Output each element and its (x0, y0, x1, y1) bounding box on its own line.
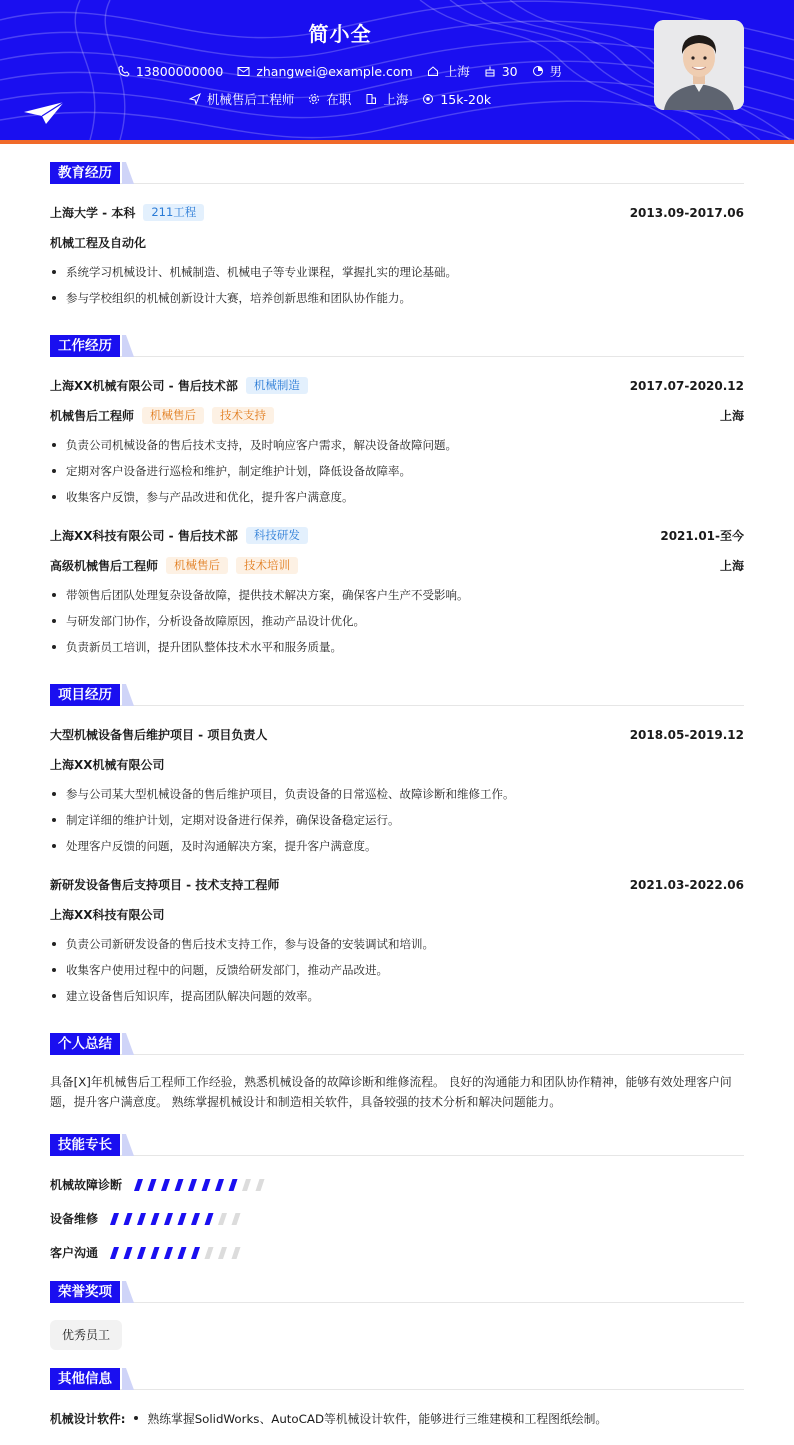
role-tag: 机械售后 (142, 407, 204, 424)
profile-photo (654, 20, 744, 110)
work-location: 上海 (719, 409, 744, 423)
skills-section (50, 1134, 744, 1264)
project-org: 上海XX机械有限公司 (50, 758, 165, 772)
work-2-bullets (50, 588, 469, 666)
company-name: 上海XX机械有限公司 - 售后技术部 (50, 379, 238, 393)
paper-plane-icon (24, 102, 64, 124)
project-name: 新研发设备售后支持项目 - 技术支持工程师 (50, 878, 280, 892)
section-tail-shape (122, 1033, 134, 1055)
company-tag: 机械制造 (246, 377, 308, 394)
city-item (427, 62, 470, 80)
skill-row (50, 1210, 246, 1227)
other-section (50, 1368, 744, 1428)
list-item: 负责公司新研发设备的售后技术支持工作，参与设备的安装调试和培训。 (50, 937, 434, 963)
skill-segment (178, 1213, 187, 1225)
education-section (50, 162, 744, 312)
company-name: 上海XX科技有限公司 - 售后技术部 (50, 529, 238, 543)
skill-segment (137, 1247, 146, 1259)
skill-level-bar (106, 1247, 246, 1259)
project-org: 上海XX科技有限公司 (50, 908, 165, 922)
send-icon (189, 93, 201, 105)
skill-segment (134, 1179, 143, 1191)
awards-heading (50, 1281, 744, 1303)
target-city-text: 上海 (383, 92, 409, 107)
project-1-header-row (50, 726, 744, 743)
skill-segment (148, 1179, 157, 1191)
skill-row (50, 1176, 270, 1193)
list-item: 定期对客户设备进行巡检和维护，制定维护计划，降低设备故障率。 (50, 464, 457, 490)
salary-text: 15k-20k (440, 91, 492, 107)
skill-segment (202, 1179, 211, 1191)
target-city-item (365, 90, 408, 108)
skill-segment (205, 1247, 214, 1259)
home-icon (427, 65, 439, 77)
skill-segment (124, 1247, 133, 1259)
work-2-header-row (50, 527, 744, 544)
work-period: 2017.07-2020.12 (629, 378, 744, 393)
skill-row (50, 1244, 246, 1261)
age-text: 30 (501, 63, 518, 79)
project-2-bullets (50, 937, 434, 1015)
job-target-item (189, 90, 295, 108)
coin-icon (422, 93, 434, 105)
education-header-row (50, 204, 744, 221)
list-item: 参与公司某大型机械设备的售后维护项目，负责设备的日常巡检、故障诊断和维修工作。 (50, 787, 515, 813)
skill-segment (178, 1247, 187, 1259)
other-info-value: 熟练掌握SolidWorks、AutoCAD等机械设计软件，能够进行三维建模和工程图纸绘制。 (126, 1410, 608, 1427)
list-item: 处理客户反馈的问题，及时沟通解决方案，提升客户满意度。 (50, 839, 515, 865)
summary-section (50, 1033, 744, 1123)
project-2-header-row (50, 876, 744, 893)
skills-title: 技能专长 (50, 1134, 120, 1156)
skill-segment (161, 1179, 170, 1191)
skill-level-bar (106, 1213, 246, 1225)
role-name: 高级机械售后工程师 (50, 559, 159, 573)
work-1-header-row (50, 377, 744, 394)
awards-title: 荣誉奖项 (50, 1281, 120, 1303)
list-item: 收集客户反馈，参与产品改进和优化，提升客户满意度。 (50, 490, 457, 516)
skill-name: 设备维修 (50, 1212, 99, 1226)
gender-item (532, 62, 563, 80)
section-tail-shape (122, 1368, 134, 1390)
skill-segment (242, 1179, 251, 1191)
project-2-org-row (50, 906, 744, 923)
skill-segment (151, 1247, 160, 1259)
skill-segment (205, 1213, 214, 1225)
work-1-role-row (50, 407, 744, 424)
job-row (0, 90, 680, 108)
work-location: 上海 (719, 559, 744, 573)
project-1-bullets (50, 787, 515, 865)
skill-segment (137, 1213, 146, 1225)
project-name: 大型机械设备售后维护项目 - 项目负责人 (50, 728, 268, 742)
email-item (237, 64, 412, 79)
projects-heading (50, 684, 744, 706)
building-icon (365, 93, 377, 105)
skill-segment (232, 1213, 241, 1225)
education-title: 教育经历 (50, 162, 120, 184)
role-tag: 机械售后 (166, 557, 228, 574)
skill-level-bar (130, 1179, 270, 1191)
education-bullets (50, 265, 457, 317)
major-row (50, 234, 744, 251)
other-info-key: 机械设计软件: (50, 1412, 126, 1426)
list-item: 负责新员工培训，提升团队整体技术水平和服务质量。 (50, 640, 469, 666)
award-chip: 优秀员工 (50, 1320, 122, 1350)
list-item: 参与学校组织的机械创新设计大赛，培养创新思维和团队协作能力。 (50, 291, 457, 317)
skill-segment (218, 1247, 227, 1259)
section-tail-shape (122, 1134, 134, 1156)
gear-icon (308, 93, 320, 105)
phone-item (118, 64, 223, 79)
awards-section (50, 1281, 744, 1351)
role-tag: 技术支持 (212, 407, 274, 424)
section-tail-shape (122, 335, 134, 357)
projects-section (50, 684, 744, 1014)
list-item: 带领售后团队处理复杂设备故障，提供技术解决方案，确保客户生产不受影响。 (50, 588, 469, 614)
summary-heading (50, 1033, 744, 1055)
skill-segment (110, 1213, 119, 1225)
gender-text: 男 (549, 64, 563, 79)
list-item: 与研发部门协作，分析设备故障原因，推动产品设计优化。 (50, 614, 469, 640)
work-1-bullets (50, 438, 457, 516)
list-item: 收集客户使用过程中的问题，反馈给研发部门，推动产品改进。 (50, 963, 434, 989)
status-text: 在职 (326, 92, 352, 107)
gender-icon (532, 65, 544, 77)
work-period: 2021.01-至今 (660, 529, 744, 543)
list-item: 系统学习机械设计、机械制造、机械电子等专业课程，掌握扎实的理论基础。 (50, 265, 457, 291)
other-info-row (50, 1410, 607, 1427)
cake-icon (484, 65, 496, 77)
header-accent-bar (0, 140, 794, 144)
school-name: 上海大学 - 本科 (50, 206, 136, 220)
skill-segment (164, 1247, 173, 1259)
education-period: 2013.09-2017.06 (629, 205, 744, 220)
other-title: 其他信息 (50, 1368, 120, 1390)
salary-item (422, 92, 491, 107)
resume-header (0, 0, 794, 140)
project-period: 2021.03-2022.06 (629, 877, 744, 892)
section-tail-shape (122, 162, 134, 184)
skill-segment (175, 1179, 184, 1191)
company-tag: 科技研发 (246, 527, 308, 544)
skill-segment (229, 1179, 238, 1191)
skill-segment (218, 1213, 227, 1225)
section-tail-shape (122, 1281, 134, 1303)
candidate-name: 简小全 (308, 22, 372, 46)
section-tail-shape (122, 684, 134, 706)
project-1-org-row (50, 756, 744, 773)
skill-segment (110, 1247, 119, 1259)
role-name: 机械售后工程师 (50, 409, 135, 423)
city-text: 上海 (444, 64, 470, 79)
list-item: 建立设备售后知识库，提高团队解决问题的效率。 (50, 989, 434, 1015)
mail-icon (237, 66, 250, 77)
skill-segment (215, 1179, 224, 1191)
phone-icon (118, 65, 130, 77)
education-heading (50, 162, 744, 184)
avatar-portrait (654, 20, 744, 110)
skill-segment (191, 1247, 200, 1259)
skill-segment (124, 1213, 133, 1225)
list-item: 制定详细的维护计划，定期对设备进行保养，确保设备稳定运行。 (50, 813, 515, 839)
project-period: 2018.05-2019.12 (629, 727, 744, 742)
status-item (308, 90, 351, 108)
phone-text: 13800000000 (135, 63, 224, 79)
list-item: 负责公司机械设备的售后技术支持，及时响应客户需求，解决设备故障问题。 (50, 438, 457, 464)
email-text: zhangwei@example.com (256, 63, 413, 79)
skill-segment (256, 1179, 265, 1191)
skill-segment (164, 1213, 173, 1225)
work-heading (50, 335, 744, 357)
job-target-text: 机械售后工程师 (206, 92, 295, 107)
major-name: 机械工程及自动化 (50, 236, 147, 250)
skill-name: 客户沟通 (50, 1246, 99, 1260)
skill-name: 机械故障诊断 (50, 1178, 123, 1192)
work-section (50, 335, 744, 665)
work-2-role-row (50, 557, 744, 574)
skill-segment (151, 1213, 160, 1225)
other-heading (50, 1368, 744, 1390)
summary-title: 个人总结 (50, 1033, 120, 1055)
skills-heading (50, 1134, 744, 1156)
skill-segment (188, 1179, 197, 1191)
projects-title: 项目经历 (50, 684, 120, 706)
role-tag: 技术培训 (236, 557, 298, 574)
skill-segment (232, 1247, 241, 1259)
school-tag: 211工程 (143, 204, 204, 221)
work-title: 工作经历 (50, 335, 120, 357)
summary-text: 具备[X]年机械售后工程师工作经验，熟悉机械设备的故障诊断和维修流程。 良好的沟通能力和团队协作精神，能够有效处理客户问题，提升客户满意度。 熟练掌握机械设计和制造相关软件，具备较强的技术分析和解决问题能力。 (50, 1075, 732, 1109)
contact-row (0, 62, 680, 80)
age-item (484, 64, 518, 79)
skill-segment (191, 1213, 200, 1225)
